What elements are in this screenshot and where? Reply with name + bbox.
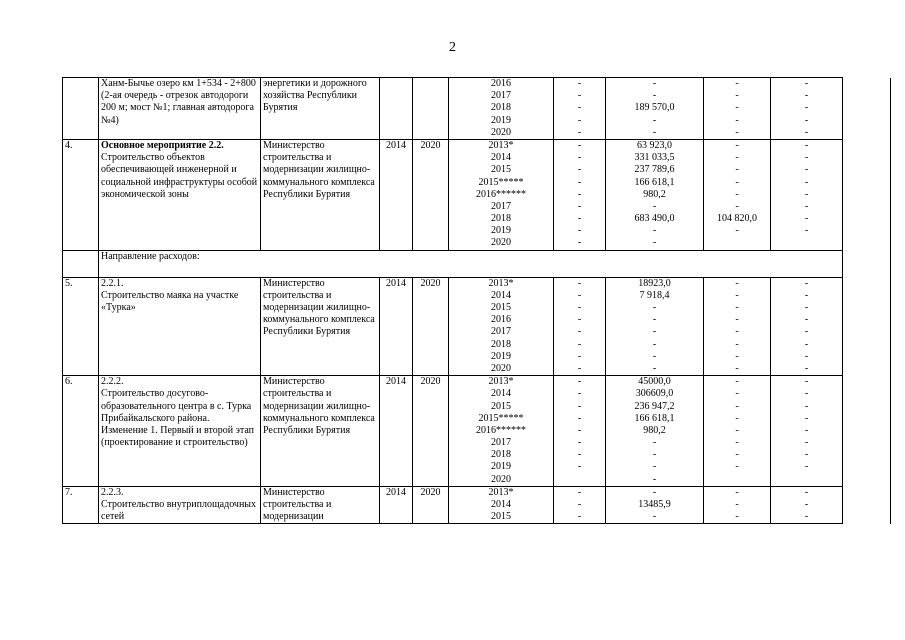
amount-value: - (577, 152, 582, 164)
amount-value: - (804, 376, 809, 388)
row-number: 5. (63, 277, 99, 376)
event-name: 2.2.1. Строительство маяка на участке «Турка» (101, 277, 239, 314)
amount-value: - (804, 277, 809, 289)
amount-list-cell-c2 (606, 277, 704, 376)
amount-value: - (735, 102, 739, 114)
year-value: 2013* (488, 376, 514, 388)
amount-value: 236 947,2 (634, 400, 675, 412)
amount-value: - (577, 78, 582, 89)
amount-value: - (804, 338, 809, 350)
amount-value: - (652, 237, 657, 249)
year-value: 2016 (491, 78, 511, 89)
executor-cell: Министерство строительства и модернизации жилищно-коммунального комплекса Республики Бурятия (261, 139, 380, 250)
amount-value: - (735, 350, 739, 362)
amount-value: - (735, 362, 739, 374)
table-row (63, 486, 891, 524)
blank-cell (843, 277, 891, 376)
year-value: 2016 (491, 314, 511, 326)
amount-value: - (804, 114, 809, 126)
amount-list-cell-c1 (554, 78, 606, 140)
amount-value: - (652, 486, 657, 498)
amount-value: - (652, 437, 657, 449)
amount-value: - (652, 511, 657, 523)
year-value: 2020 (491, 362, 511, 374)
amount-value: - (577, 437, 582, 449)
amount-list-cell-c4 (771, 139, 843, 250)
amount-value: - (577, 314, 582, 326)
year-value: 2015 (491, 511, 511, 523)
amount-value: - (735, 511, 739, 523)
amount-list-cell-c1 (554, 376, 606, 487)
amount-value: - (735, 114, 739, 126)
amount-value: - (577, 200, 582, 212)
amount-value: - (652, 126, 657, 138)
table-row (63, 277, 891, 376)
amount-value: - (735, 289, 739, 301)
amount-value: - (577, 326, 582, 338)
amount-value: - (652, 200, 657, 212)
amount-value: - (804, 176, 809, 188)
year-value: 2015***** (478, 176, 524, 188)
year-value: 2017 (491, 326, 511, 338)
amount-value: - (804, 350, 809, 362)
amount-value: - (652, 302, 657, 313)
blank-cell (843, 78, 891, 140)
year-value: 2016****** (476, 424, 526, 436)
amount-value: - (652, 326, 657, 338)
page-number: 2 (449, 40, 456, 55)
amount-value (771, 474, 842, 486)
amount-value: - (577, 449, 582, 461)
amount-value: - (577, 176, 582, 188)
amount-list-cell-c3 (704, 277, 771, 376)
amount-value: - (652, 114, 657, 126)
amount-value: 13485,9 (638, 499, 671, 510)
amount-value: - (652, 473, 657, 485)
amount-list-cell-c2 (606, 78, 704, 140)
year-value: 2013* (488, 277, 514, 289)
amount-value: - (804, 78, 809, 89)
row-number (63, 78, 99, 140)
end-year-cell (413, 78, 449, 140)
amount-value: - (577, 126, 582, 138)
amount-value: - (577, 114, 582, 126)
amount-value: 104 820,0 (717, 213, 757, 225)
year-value: 2018 (491, 338, 511, 350)
amount-value: - (577, 486, 582, 498)
amount-value: - (652, 449, 657, 461)
amount-value: - (652, 314, 657, 326)
amount-value: - (804, 400, 809, 412)
amount-value: - (577, 277, 582, 289)
amount-value: - (804, 486, 809, 498)
year-list-cell (449, 376, 554, 487)
year-value: 2017 (491, 90, 511, 102)
amount-value: - (577, 499, 582, 510)
amount-list-cell-c3 (704, 486, 771, 524)
amount-value: - (577, 225, 582, 237)
event-name: 2.2.3. Строительство внутриплощадочных сетей (101, 486, 257, 523)
amount-value: - (577, 289, 582, 301)
program-table (62, 77, 891, 524)
table-row (63, 78, 891, 140)
start-year-cell (380, 78, 413, 140)
amount-value: - (577, 188, 582, 200)
amount-value: - (804, 326, 809, 338)
amount-value: - (652, 461, 657, 473)
amount-value: - (735, 139, 739, 151)
year-value: 2018 (491, 449, 511, 461)
blank-cell (843, 139, 891, 250)
amount-value: - (735, 188, 739, 200)
event-title-bold: Основное мероприятие 2.2. (101, 139, 224, 151)
amount-value: - (577, 424, 582, 436)
year-value: 2014 (491, 388, 511, 400)
amount-value: - (804, 213, 809, 225)
amount-value: 980,2 (643, 424, 666, 436)
year-list-cell (449, 486, 554, 524)
amount-value: - (735, 326, 739, 338)
year-value: 2019 (491, 350, 511, 362)
amount-list-cell-c2 (606, 376, 704, 487)
amount-value: - (804, 90, 809, 102)
amount-value: - (577, 139, 582, 151)
amount-value: - (804, 289, 809, 301)
amount-value: - (804, 152, 809, 164)
amount-value: - (577, 412, 582, 424)
end-year-cell: 2020 (413, 139, 449, 250)
amount-value: - (804, 314, 809, 326)
amount-value: - (735, 449, 739, 461)
amount-value: - (804, 499, 809, 510)
amount-value: - (735, 152, 739, 164)
year-value: 2020 (491, 473, 511, 485)
amount-value: - (577, 237, 582, 249)
amount-list-cell-c4 (771, 277, 843, 376)
event-name-cell (99, 277, 261, 376)
amount-value: - (735, 400, 739, 412)
start-year-cell: 2014 (380, 277, 413, 376)
amount-value: - (652, 78, 657, 89)
year-list-cell (449, 139, 554, 250)
amount-value: - (652, 362, 657, 374)
amount-value: - (735, 338, 739, 350)
amount-value: 331 033,5 (634, 152, 675, 164)
event-name: Ханм-Бычье озеро км 1+534 - 2+800 (2-ая очередь - отрезок автодороги 200 м; мост №1; главная автодорога №4) (101, 78, 256, 126)
amount-value: - (735, 424, 739, 436)
amount-value: - (804, 449, 809, 461)
amount-value: - (804, 302, 809, 313)
year-value: 2015 (491, 302, 511, 313)
amount-value: - (735, 78, 739, 89)
year-value: 2018 (491, 213, 511, 225)
amount-value: 306609,0 (635, 388, 674, 400)
end-year-cell: 2020 (413, 486, 449, 524)
amount-list-cell-c4 (771, 486, 843, 524)
amount-value: - (804, 388, 809, 400)
year-value: 2013* (488, 139, 514, 151)
amount-value: - (577, 511, 582, 523)
amount-value: 683 490,0 (634, 213, 675, 225)
year-value: 2014 (491, 499, 511, 510)
event-name: 2.2.2. Строительство досугово-образовательного центра в с. Турка Прибайкальского района. Изменение 1. Первый и второй этап (проектирование и строительство) (101, 376, 255, 449)
amount-value: - (804, 164, 809, 176)
blank-cell (843, 486, 891, 524)
amount-value: - (804, 200, 809, 212)
year-list-cell (449, 277, 554, 376)
amount-value: - (735, 200, 739, 212)
amount-value: - (577, 400, 582, 412)
amount-value: - (577, 388, 582, 400)
executor-cell: Министерство строительства и модернизации (261, 486, 380, 524)
amount-value: - (577, 362, 582, 374)
amount-value: - (652, 225, 657, 237)
amount-value (704, 237, 770, 249)
amount-value: 980,2 (643, 188, 666, 200)
amount-value: - (577, 376, 582, 388)
start-year-cell: 2014 (380, 486, 413, 524)
amount-list-cell-c4 (771, 376, 843, 487)
amount-value: - (804, 424, 809, 436)
amount-value: - (735, 388, 739, 400)
year-value: 2017 (491, 437, 511, 449)
year-value: 2014 (491, 152, 511, 164)
executor-cell: Министерство строительства и модернизации жилищно-коммунального комплекса Республики Бурятия (261, 376, 380, 487)
amount-value: - (577, 338, 582, 350)
blank-cell (843, 250, 891, 277)
direction-number-cell (63, 250, 99, 277)
amount-value: 237 789,6 (634, 164, 675, 176)
amount-value: 166 618,1 (634, 412, 675, 424)
amount-value: - (735, 314, 739, 326)
table-row (63, 139, 891, 250)
amount-value: - (804, 461, 809, 473)
amount-value: - (735, 277, 739, 289)
year-value: 2019 (491, 114, 511, 126)
amount-value: - (735, 90, 739, 102)
blank-cell (843, 376, 891, 487)
amount-value: - (577, 302, 582, 313)
direction-label: Направление расходов: (99, 250, 843, 277)
amount-value: - (735, 486, 739, 498)
row-number: 6. (63, 376, 99, 487)
amount-list-cell-c2 (606, 486, 704, 524)
end-year-cell: 2020 (413, 376, 449, 487)
amount-value: - (577, 164, 582, 176)
amount-list-cell-c2 (606, 139, 704, 250)
amount-value: - (652, 90, 657, 102)
year-value: 2013* (488, 486, 514, 498)
amount-list-cell-c1 (554, 139, 606, 250)
year-value: 2014 (491, 289, 511, 301)
amount-value: 45000,0 (638, 376, 671, 388)
amount-list-cell-c3 (704, 376, 771, 487)
amount-value: - (577, 213, 582, 225)
amount-value: - (577, 102, 582, 114)
amount-value: - (804, 225, 809, 237)
amount-value: - (577, 90, 582, 102)
amount-value: 189 570,0 (634, 102, 675, 114)
event-name-cell (99, 78, 261, 140)
amount-list-cell-c1 (554, 486, 606, 524)
year-value: 2016****** (476, 188, 526, 200)
amount-value: - (735, 176, 739, 188)
year-value: 2019 (491, 225, 511, 237)
amount-value: - (804, 102, 809, 114)
amount-value: - (652, 350, 657, 362)
amount-value: - (804, 188, 809, 200)
amount-value (771, 237, 842, 249)
amount-value: - (804, 437, 809, 449)
year-value: 2018 (491, 102, 511, 114)
amount-value: - (735, 412, 739, 424)
amount-value: - (804, 412, 809, 424)
amount-value: - (652, 338, 657, 350)
executor-cell: энергетики и дорожного хозяйства Республики Бурятия (261, 78, 380, 140)
end-year-cell: 2020 (413, 277, 449, 376)
amount-value: - (804, 139, 809, 151)
table-row (63, 376, 891, 487)
amount-value: - (735, 499, 739, 510)
amount-value: - (735, 164, 739, 176)
year-value: 2017 (491, 200, 511, 212)
row-number: 4. (63, 139, 99, 250)
amount-value (704, 474, 770, 486)
amount-value: - (735, 126, 739, 138)
amount-list-cell-c4 (771, 78, 843, 140)
year-value: 2019 (491, 461, 511, 473)
amount-value: - (735, 302, 739, 313)
start-year-cell: 2014 (380, 139, 413, 250)
row-number: 7. (63, 486, 99, 524)
amount-value: - (735, 461, 739, 473)
year-value: 2015 (491, 400, 511, 412)
amount-value: - (804, 126, 809, 138)
year-list-cell (449, 78, 554, 140)
year-value: 2015 (491, 164, 511, 176)
event-name-cell (99, 486, 261, 524)
amount-value: 63 923,0 (637, 139, 672, 151)
amount-value: 166 618,1 (634, 176, 675, 188)
amount-value: - (735, 225, 739, 237)
amount-value: 7 918,4 (639, 289, 670, 301)
year-value: 2015***** (478, 412, 524, 424)
amount-value (554, 474, 605, 486)
amount-value: - (804, 511, 809, 523)
amount-value: 18923,0 (638, 277, 671, 289)
start-year-cell: 2014 (380, 376, 413, 487)
amount-value: - (804, 362, 809, 374)
amount-value: - (577, 461, 582, 473)
amount-list-cell-c3 (704, 78, 771, 140)
year-value: 2020 (491, 126, 511, 138)
amount-value: - (577, 350, 582, 362)
year-value: 2020 (491, 237, 511, 249)
amount-list-cell-c1 (554, 277, 606, 376)
direction-row (63, 250, 891, 277)
executor-cell: Министерство строительства и модернизации жилищно-коммунального комплекса Республики Бурятия (261, 277, 380, 376)
event-name-cell (99, 139, 261, 250)
event-name: Строительство объектов обеспечивающей инженерной и социальной инфраструктуры особой экономической зоны (101, 152, 258, 200)
event-name-cell (99, 376, 261, 487)
amount-value: - (735, 437, 739, 449)
amount-value: - (735, 376, 739, 388)
amount-list-cell-c3 (704, 139, 771, 250)
